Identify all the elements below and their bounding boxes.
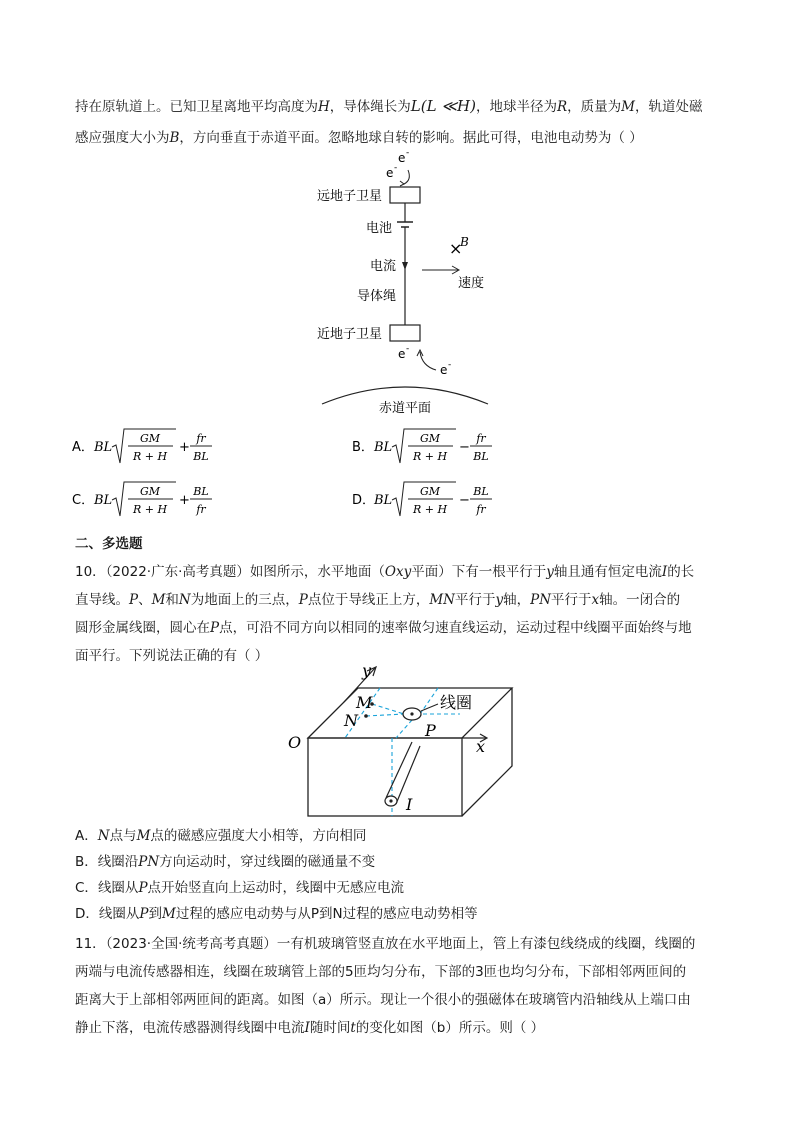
svg-text:+: + [179, 493, 190, 508]
svg-text:R + H: R + H [132, 503, 168, 516]
svg-text:GM: GM [419, 485, 441, 498]
q9-line-2: 感应强度大小为B，方向垂直于赤道平面。忽略地球自转的影响。据此可得，电池电动势为（ ） [75, 130, 643, 146]
q9-option-d[interactable] [352, 478, 502, 522]
svg-text:x: x [476, 737, 486, 756]
q10-option-b[interactable]: B．线圈沿PN方向运动时，穿过线圈的磁通量不变 [75, 854, 376, 870]
q9-option-b[interactable] [352, 425, 502, 469]
svg-text:fr: fr [476, 503, 486, 516]
svg-text:R + H: R + H [132, 450, 168, 463]
point-n [364, 714, 368, 718]
svg-text:BL: BL [94, 440, 113, 455]
svg-text:BL: BL [374, 493, 393, 508]
svg-text:+: + [179, 440, 190, 455]
q10-option-c[interactable]: C．线圈从P点开始竖直向上运动时，线圈中无感应电流 [75, 880, 405, 896]
svg-text:远地子卫星: 远地子卫星 [316, 189, 382, 204]
svg-text:BL: BL [193, 485, 209, 498]
q10-line-2: 直导线。P、M和N为地面上的三点，P点位于导线正上方，MN平行于y轴，PN平行于x轴。一闭合的 [75, 592, 681, 608]
q11-line-1: 11．（2023·全国·统考高考真题）一有机玻璃管竖直放在水平地面上，管上有漆包线绕成的线圈，线圈的 [75, 936, 696, 952]
box-front-face [308, 738, 462, 816]
electron-label-bottom: e [398, 347, 406, 361]
svg-text:BL: BL [473, 485, 489, 498]
svg-text:电池: 电池 [365, 221, 392, 236]
svg-text:-: - [394, 163, 398, 173]
svg-text:e: e [440, 363, 448, 377]
field-into-page-symbol: × [449, 239, 463, 258]
svg-text:导体绳: 导体绳 [356, 289, 396, 304]
svg-text:−: − [459, 493, 470, 508]
svg-text:电流: 电流 [369, 259, 396, 274]
svg-text:BL: BL [193, 450, 209, 463]
svg-text:线圈: 线圈 [440, 693, 473, 712]
svg-text:-: - [406, 150, 410, 158]
svg-text:D．: D． [352, 493, 376, 508]
svg-text:−: − [459, 440, 470, 455]
svg-text:GM: GM [139, 485, 161, 498]
satellite-tether-figure [300, 150, 500, 420]
svg-text:I: I [406, 795, 413, 814]
svg-text:-: - [448, 360, 452, 370]
near-satellite-box [390, 325, 420, 341]
svg-text:速度: 速度 [458, 276, 485, 291]
svg-text:赤道平面: 赤道平面 [378, 401, 432, 416]
q10-line-3: 圆形金属线圈，圆心在P点，可沿不同方向以相同的速率做匀速直线运动，运动过程中线圈平面始终与地 [75, 620, 692, 636]
q10-line-1: 10．（2022·广东·高考真题）如图所示，水平地面（Oxy平面）下有一根平行于y轴且通有恒定电流I的长 [75, 564, 695, 580]
svg-text:GM: GM [139, 432, 161, 445]
svg-text:fr: fr [476, 432, 486, 445]
svg-text:fr: fr [196, 432, 206, 445]
section-heading-multi-choice: 二、多选题 [75, 536, 143, 552]
svg-text:O: O [288, 733, 302, 752]
svg-text:N: N [344, 711, 358, 730]
q11-line-3: 距离大于上部相邻两匝间的距离。如图（a）所示。现让一个很小的强磁体在玻璃管内沿轴线从上端口由 [75, 992, 691, 1008]
svg-text:B．: B． [352, 440, 374, 455]
q11-line-4: 静止下落，电流传感器测得线圈中电流I随时间t的变化如图（b）所示。则（ ） [75, 1020, 545, 1036]
svg-text:e: e [398, 151, 406, 165]
electron-arrow-top [404, 170, 409, 184]
svg-text:C．: C． [72, 493, 95, 508]
q10-option-a[interactable]: A．N点与M点的磁感应强度大小相等，方向相同 [75, 828, 367, 844]
svg-text:BL: BL [374, 440, 393, 455]
svg-text:P: P [425, 721, 436, 740]
q10-option-d[interactable]: D．线圈从P到M过程的感应电动势与从P到N过程的感应电动势相等 [75, 906, 478, 922]
q10-line-4: 面平行。下列说法正确的有（ ） [75, 648, 269, 664]
q9-option-c[interactable] [72, 478, 222, 522]
svg-text:y: y [362, 661, 372, 680]
q9-line-1: 持在原轨道上。已知卫星离地平均高度为H，导体绳长为L(L ≪H)，地球半径为R，质量为M，轨道处磁 [75, 97, 703, 115]
svg-text:R + H: R + H [412, 450, 448, 463]
svg-text:B: B [460, 235, 469, 249]
svg-text:A．: A． [72, 440, 94, 455]
far-satellite-box [390, 187, 420, 203]
q11-line-2: 两端与电流传感器相连，线圈在玻璃管上部的5匝均匀分布，下部的3匝也均匀分布，下部相邻两匝间的 [75, 964, 687, 980]
svg-text:-: - [406, 344, 410, 354]
svg-text:fr: fr [196, 503, 206, 516]
electron-label-top: e [386, 166, 394, 180]
svg-text:BL: BL [94, 493, 113, 508]
svg-text:BL: BL [473, 450, 489, 463]
svg-text:GM: GM [419, 432, 441, 445]
svg-text:近地子卫星: 近地子卫星 [316, 327, 382, 342]
wire-coil-figure [280, 660, 520, 825]
svg-text:M: M [356, 693, 373, 712]
q9-option-a[interactable] [72, 425, 222, 469]
svg-text:R + H: R + H [412, 503, 448, 516]
current-arrow [402, 262, 408, 270]
